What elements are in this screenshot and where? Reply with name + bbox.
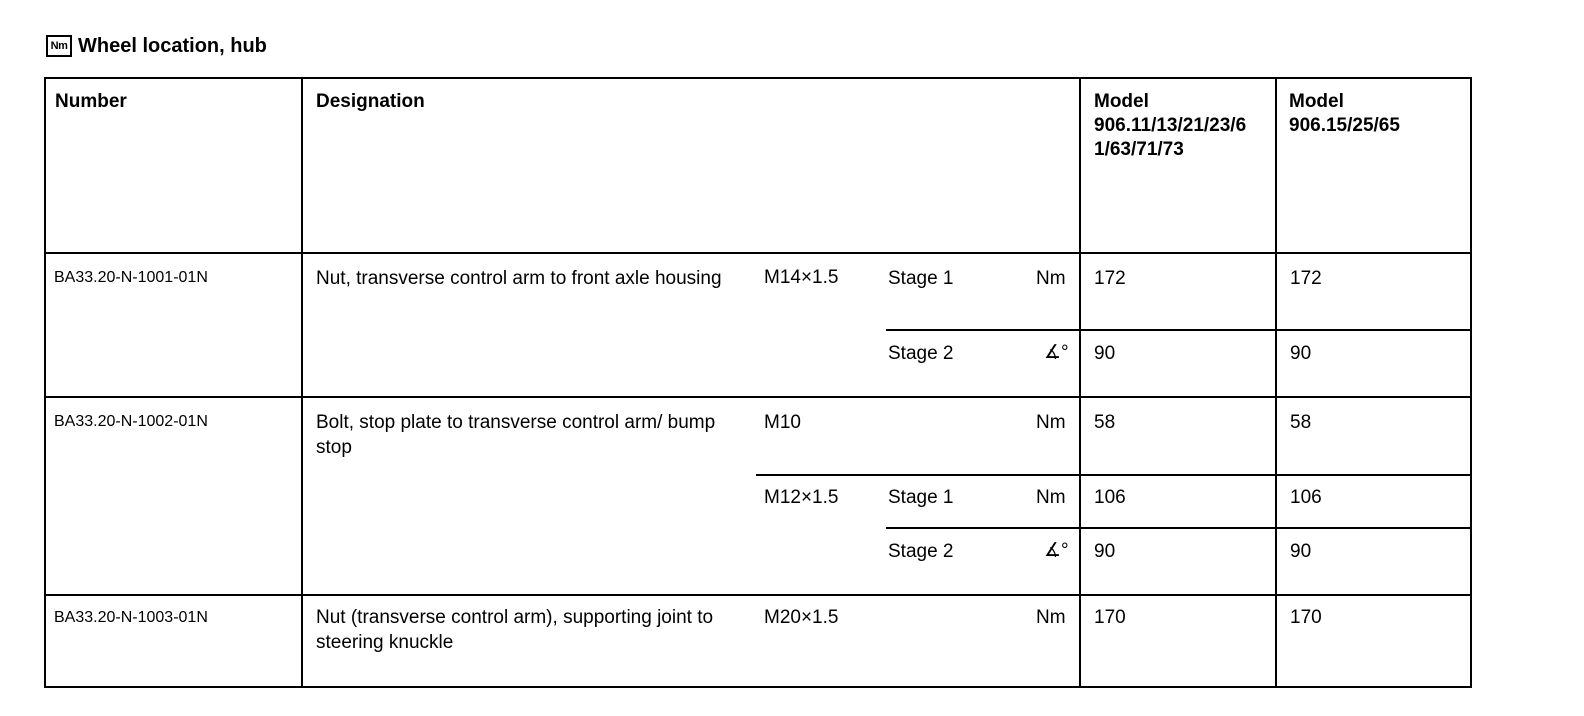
value-model-a: 90 bbox=[1094, 343, 1116, 364]
row-designation: Nut (transverse control arm), supporting joint to steering knuckle bbox=[316, 607, 714, 653]
header-designation: Designation bbox=[316, 91, 425, 112]
unit-label: Nm bbox=[1036, 487, 1066, 508]
value-model-b: 172 bbox=[1290, 268, 1322, 289]
stage-label: Stage 1 bbox=[888, 487, 954, 508]
angle-icon: ∡° bbox=[1044, 540, 1069, 561]
value-model-b: 90 bbox=[1290, 343, 1312, 364]
title-text: Wheel location, hub bbox=[78, 34, 267, 57]
grid-line bbox=[44, 396, 1472, 398]
angle-icon: ∡° bbox=[1044, 342, 1069, 363]
thread-size: M20×1.5 bbox=[764, 607, 839, 628]
unit-label: Nm bbox=[1036, 268, 1066, 289]
grid-line bbox=[301, 77, 303, 688]
grid-line bbox=[44, 252, 1472, 254]
stage-label: Stage 2 bbox=[888, 343, 954, 364]
header-model-a: Model 906.11/13/21/23/6 1/63/71/73 bbox=[1094, 91, 1247, 160]
grid-line bbox=[1079, 77, 1081, 688]
row-number: BA33.20-N-1003-01N bbox=[54, 609, 208, 626]
value-model-b: 90 bbox=[1290, 541, 1312, 562]
thread-size: M14×1.5 bbox=[764, 267, 839, 288]
grid-line bbox=[44, 594, 1472, 596]
value-model-a: 172 bbox=[1094, 268, 1126, 289]
thread-size: M12×1.5 bbox=[764, 487, 839, 508]
header-model-b: Model 906.15/25/65 bbox=[1289, 91, 1400, 136]
grid-line bbox=[1275, 77, 1277, 688]
row-number: BA33.20-N-1001-01N bbox=[54, 269, 208, 286]
value-model-b: 170 bbox=[1290, 607, 1322, 628]
grid-line bbox=[886, 329, 1472, 331]
value-model-a: 90 bbox=[1094, 541, 1116, 562]
value-model-a: 58 bbox=[1094, 412, 1116, 433]
table-title bbox=[46, 32, 267, 60]
value-model-b: 106 bbox=[1290, 487, 1322, 508]
grid-line bbox=[756, 474, 1472, 476]
grid-line bbox=[886, 527, 1472, 529]
header-number: Number bbox=[55, 91, 127, 112]
stage-label: Stage 1 bbox=[888, 268, 954, 289]
row-designation: Nut, transverse control arm to front axle housing bbox=[316, 268, 722, 289]
value-model-b: 58 bbox=[1290, 412, 1312, 433]
row-number: BA33.20-N-1002-01N bbox=[54, 413, 208, 430]
torque-nm-icon: Nm bbox=[46, 35, 72, 57]
row-designation: Bolt, stop plate to transverse control arm/ bump stop bbox=[316, 412, 716, 458]
value-model-a: 170 bbox=[1094, 607, 1126, 628]
value-model-a: 106 bbox=[1094, 487, 1126, 508]
stage-label: Stage 2 bbox=[888, 541, 954, 562]
torque-table bbox=[44, 77, 1472, 688]
unit-label: Nm bbox=[1036, 607, 1066, 628]
unit-label: Nm bbox=[1036, 412, 1066, 433]
thread-size: M10 bbox=[764, 412, 801, 433]
